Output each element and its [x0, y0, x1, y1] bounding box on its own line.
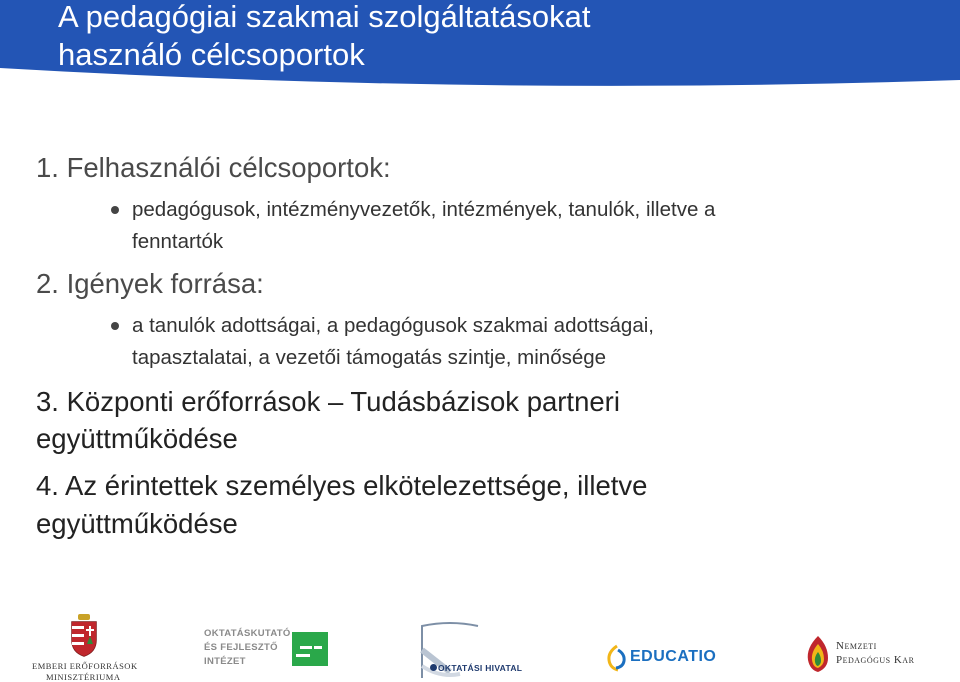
- ofi-name-line-2: ÉS FEJLESZTŐ: [204, 642, 278, 653]
- slide-header: [0, 0, 960, 92]
- item-1-heading: 1. Felhasználói célcsoportok:: [36, 152, 391, 183]
- item-1-sub: [132, 194, 922, 258]
- coat-of-arms-icon: [64, 614, 104, 658]
- item-3-heading-line-2: együttműködése: [36, 423, 238, 454]
- oh-dot-icon: [430, 664, 437, 671]
- emmi-name-line-1: EMBERI ERŐFORRÁSOK: [32, 661, 138, 671]
- ofi-name-line-1: OKTATÁSKUTATÓ: [204, 628, 291, 639]
- bullet-dot: [111, 206, 119, 214]
- item-1-sub-line-2: fenntartók: [132, 230, 224, 253]
- title-line-2: használó célcsoportok: [58, 37, 365, 72]
- title-line-1: A pedagógiai szakmai szolgáltatásokat: [58, 0, 591, 34]
- educatio-logo: [606, 644, 726, 678]
- npk-flame-icon: [802, 634, 834, 674]
- item-4-heading-line-1: 4. Az érintettek személyes elkötelezettsége, illetve: [36, 470, 648, 501]
- ofi-mark-icon: [292, 632, 328, 666]
- slide-title: [58, 0, 938, 74]
- item-2-sub-line-2: tapasztalatai, a vezetői támogatás szintje, minősége: [132, 346, 607, 369]
- ofi-logo: [204, 628, 330, 678]
- item-2-heading: 2. Igények forrása:: [36, 268, 264, 299]
- item-2-sub: [132, 310, 922, 374]
- npk-logo: [802, 634, 942, 678]
- bullet-dot: [111, 322, 119, 330]
- oktatasi-hivatal-logo: [420, 620, 530, 678]
- item-4-heading-line-2: együttműködése: [36, 508, 238, 539]
- emmi-logo: [28, 614, 138, 682]
- ofi-name-line-3: INTÉZET: [204, 656, 246, 667]
- npk-name-line-2: Pedagógus Kar: [836, 654, 915, 666]
- item-3-heading-line-1: 3. Központi erőforrások – Tudásbázisok partneri: [36, 386, 620, 417]
- oh-name: OKTATÁSI HIVATAL: [438, 663, 523, 673]
- educatio-name: EDUCATIO: [630, 648, 717, 665]
- npk-name-line-1: Nemzeti: [836, 640, 877, 652]
- item-1-sub-line-1: pedagógusok, intézményvezetők, intézmények, tanulók, illetve a: [132, 198, 716, 221]
- emmi-name-line-2: MINISZTÉRIUMA: [46, 672, 121, 682]
- item-2-sub-line-1: a tanulók adottságai, a pedagógusok szakmai adottságai,: [132, 314, 654, 337]
- footer-logos: [0, 610, 960, 682]
- educatio-swirl-icon: [606, 644, 628, 672]
